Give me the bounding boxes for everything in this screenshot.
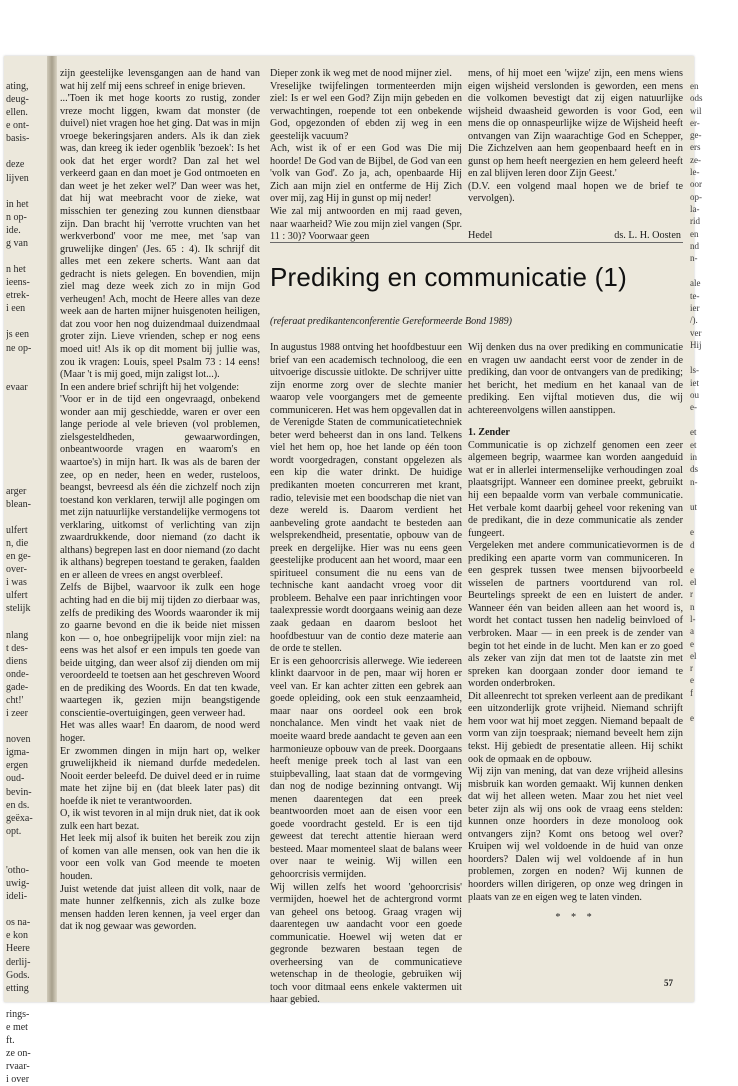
margin-fragment: in het (6, 198, 29, 210)
paragraph: O, ik wist tevoren in al mijn druk niet, dat ik ook zulk een hart bezat. (60, 808, 260, 832)
margin-fragment (6, 472, 46, 485)
margin-fragment: onde- (6, 668, 29, 680)
margin-fragment: rvaar- (6, 1061, 30, 1073)
author-signoff (468, 230, 681, 241)
margin-fragment: ne op- (6, 342, 32, 354)
margin-fragment: d (690, 539, 695, 550)
margin-fragment: ellen. (6, 107, 28, 119)
margin-fragment: geëxa- (6, 812, 33, 824)
margin-fragment: diens (6, 655, 28, 667)
margin-fragment: n het (6, 264, 26, 276)
margin-fragment: Hij (690, 339, 702, 350)
margin-fragment: i over (6, 1074, 30, 1086)
margin-fragment: over- (6, 564, 27, 576)
right-page-margin-fragments (690, 80, 712, 724)
section-heading: 1. Zender (468, 427, 510, 439)
margin-fragment (690, 264, 712, 277)
margin-fragment: 'otho- (6, 864, 29, 876)
margin-fragment: js een (6, 329, 30, 341)
margin-fragment: ver (690, 327, 702, 338)
margin-fragment: i een (6, 303, 26, 315)
margin-fragment: e (690, 527, 694, 538)
paragraph: Communicatie is op zichzelf genomen een zeer algemeen begrip, waarmee kan worden aangeduid wat er in allerlei intermenselijke verhoudingen zoal plaatsgrijpt. Wanneer een dominee preekt, gebruikt hij een bepaalde vorm van verbale communicatie. Het verbale komt daarbij geheel voor rekening van de predikant, die in deze communicatie als zender fungeert. (468, 439, 683, 539)
margin-fragment: gade- (6, 681, 29, 693)
margin-fragment: ideli- (6, 891, 28, 903)
column-d (270, 342, 462, 1007)
margin-fragment: uwig- (6, 878, 30, 890)
margin-fragment: en ds. (6, 799, 30, 811)
margin-fragment: la- (690, 203, 700, 214)
margin-fragment: deze (6, 159, 25, 171)
margin-fragment (6, 903, 46, 916)
margin-fragment (6, 315, 46, 328)
paragraph: Het leek mij alsof ik buiten het bereik zou zijn of komen van alle mensen, ook van hen die ik voor een volk van God meende te moeten houden. (60, 833, 260, 882)
margin-fragment: ergen (6, 760, 29, 772)
margin-fragment: ou (690, 389, 699, 400)
margin-fragment (6, 616, 46, 629)
margin-fragment: nd (690, 240, 699, 251)
margin-fragment (690, 413, 712, 426)
signoff-author: ds. L. H. Oosten (614, 230, 681, 241)
margin-fragment: e kon (6, 930, 28, 942)
margin-fragment: e- (690, 402, 697, 413)
margin-fragment: ide. (6, 224, 21, 236)
margin-fragment (690, 551, 712, 564)
margin-fragment (6, 250, 46, 263)
margin-fragment: bevin- (6, 786, 32, 798)
page-number: 57 (664, 978, 673, 988)
margin-fragment: rings- (6, 1008, 30, 1020)
margin-fragment: ating, (6, 81, 29, 92)
paragraph: Wij willen zelfs het woord 'gehoorcrisis' vermijden, hoewel het de achtergrond vormt van geheel ons betoog. Graag vragen wij daarentegen uw aandacht voor een goede communicatie. Hoewel wij weten dat er gegronde bezwaren bestaan tegen de overheersing van de communicatieve wetenschap in de theologie, gebruiken wij toch voor ditmaal eens enkele vaktermen uit haar gebied. (270, 881, 462, 1006)
margin-fragment: et (690, 427, 697, 438)
margin-fragment (6, 185, 46, 198)
margin-fragment (6, 145, 46, 158)
margin-fragment: evaar (6, 381, 28, 393)
margin-fragment: e (690, 675, 694, 686)
margin-fragment: en (690, 81, 699, 91)
margin-fragment: Gods. (6, 969, 30, 981)
paragraph: Wie zal mij antwoorden en mij raad geven, naar waarheid? Wie zou mijn ziel vangen (Spr. 11 : 30)? Voorwaar geen (270, 206, 462, 243)
margin-fragment: te- (690, 290, 700, 301)
margin-fragment: op- (690, 191, 702, 202)
paragraph: zijn geestelijke levensgangen aan de hand van wat hij zelf mij eens schreef in enige brieven. (60, 68, 260, 92)
margin-fragment: i was (6, 577, 27, 589)
margin-fragment: Heere (6, 943, 30, 955)
margin-fragment: r (690, 589, 693, 600)
paragraph: ...'Toen ik met hoge koorts zo rustig, zonder vreze mocht liggen, kwam dat monster (de duivel) niet vragen hoe het ging. Dat was in mijn vroege bekeringsjaren anders. Als ik dan ziek was, dan kreeg ik ieder ogenblik 'bezoek': Is het ook dat het erger wordt? Dan zal het wel verkeerd gaan en dan moet je God ontmoeten en dan weet je het zeker wel?' Dan weer was het, dat hij wat meebracht voor de zieke, wat misschien ter genezing zou kunnen dienstbaar zijn. Dan bracht hij 'verrotte vruchten van het werkverbond' voor me mee, met 'sap van gruwelijke dingen' (Jes. 65 : 4). Ik schrijf dit alles met een zekere scherts. Want aan dat gedracht is niets gelegen. En bovendien, mijn ziel mag deze week zich zo in mijn God verheugen! Ach, mocht de Heere alles van deze week aan de harten mijner huisgenoten heiligen, dat zou voor hen nog duizendmaal duizendmaal groter zijn. Lieve vrienden, schep er nog eens moed uit! Als ik op dit moment bij jullie was, zou ik vragen: Louis, speel Psalm 73 : 14 eens! (Maar 't is mij goed, mijn zaligst lot...). (60, 93, 260, 381)
left-page-margin-fragments (6, 80, 46, 1086)
margin-fragment: ge- (690, 130, 702, 141)
margin-fragment: ers (690, 142, 701, 153)
margin-fragment: ieens- (6, 277, 30, 289)
margin-fragment: ale (690, 278, 701, 289)
margin-fragment: derlij- (6, 956, 31, 968)
margin-fragment: n- (690, 476, 698, 487)
paragraph: Er is een gehoorcrisis allerwege. Wie iedereen klinkt daarvoor in de pen, maar wij horen er veel van. Er kan achter zitten een gebrek aan goede opleiding, ook een stuk eenzaamheid, maar naar ons oordeel ook een brok nonchalance. Men vindt het vaak niet de moeite waard brede aandacht te geven aan een harmonieuze opbouw van de preek. Doorgaans heeft menige preek toch al last van een stuipbevalling, laat staan dat de vormgeving dan nog de nodige bezinning ontvangt. Wij menen daarentegen dat een preek beantwoorden moet aan de eisen voor een goede voordracht gesteld. Er is een tijd geweest dat terecht attentie hieraan werd besteed. Maar momenteel slaat de balans weer over naar te weinig. Wij willen een gehoorcrisis vermijden. (270, 655, 462, 880)
margin-fragment: n, die (6, 537, 29, 549)
margin-fragment: rid (690, 216, 700, 227)
margin-fragment: ier (690, 303, 700, 314)
margin-fragment: a (690, 626, 694, 637)
paragraph: Er zwommen dingen in mijn hart op, welker gruwelijkheid ik niemand durfde mededelen. Nooit eerder beleefd. De duivel deed er in ruime mate het zijne bij en (dat bleek later pas) dit hoefde ik niet te verantwoorden. (60, 745, 260, 807)
margin-fragment (6, 851, 46, 864)
margin-fragment (690, 351, 712, 364)
margin-fragment (690, 699, 712, 712)
margin-fragment: etting (6, 982, 29, 994)
section-separator: * * * (555, 912, 596, 924)
margin-fragment: in (690, 452, 698, 463)
margin-fragment (6, 995, 46, 1008)
margin-fragment: igma- (6, 747, 30, 759)
paragraph: In een andere brief schrijft hij het volgende: (60, 381, 240, 393)
margin-fragment: l- (690, 613, 696, 624)
margin-fragment: ft. (6, 1034, 15, 1046)
margin-fragment: g van (6, 237, 28, 249)
column-e (468, 342, 683, 925)
margin-fragment: et (690, 439, 697, 450)
margin-fragment: oud- (6, 773, 25, 785)
margin-fragment (6, 433, 46, 446)
page-gutter (47, 56, 57, 1002)
margin-fragment: ze on- (6, 1048, 31, 1060)
margin-fragment: deug- (6, 94, 29, 106)
column-c (468, 68, 683, 206)
paragraph: Dit alleenrecht tot spreken verleent aan de predikant een uitzonderlijk grote vrijheid. Niemand schrijft hem voor wat hij moet zeggen. Niemand bepaalt de vorm van zijn toespraak; niemand beveelt hem zijn tekst. Hij gebiedt de presentatie alleen. Hij schikt ook de opmaak en de opbouw. (468, 690, 683, 765)
margin-fragment: n- (690, 253, 698, 264)
margin-fragment: n (690, 601, 695, 612)
margin-fragment: el (690, 577, 697, 588)
margin-fragment: noven (6, 734, 31, 746)
article-subtitle: (referaat predikantenconferentie Gereformeerde Bond 1989) (270, 316, 512, 327)
paragraph: Dieper zonk ik weg met de nood mijner ziel. (270, 68, 452, 79)
margin-fragment: ze- (690, 154, 701, 165)
margin-fragment: ulfert (6, 524, 28, 536)
margin-fragment: oor (690, 179, 702, 190)
paragraph: Juist wetende dat juist alleen dit volk, naar de mate hunner zelfkennis, zich als zulke boze mensen hadden leren kennen, ja veel erger dan dat ik nog gewaar was geworden. (60, 883, 260, 933)
margin-fragment: e (690, 713, 694, 724)
margin-fragment: ls- (690, 365, 699, 376)
margin-fragment: ut (690, 501, 698, 512)
margin-fragment: nlang (6, 629, 29, 641)
article-title: Prediking en communicatie (1) (270, 262, 627, 292)
margin-fragment (6, 720, 46, 733)
margin-fragment: wil (690, 105, 702, 116)
margin-fragment: e (690, 564, 694, 575)
margin-fragment: stelijk (6, 603, 31, 615)
margin-fragment: ds (690, 464, 699, 475)
paragraph: Wij denken dus na over prediking en communicatie en vragen uw aandacht eerst voor de zender in de prediking, dan voor de ontvangers van de prediking; het bericht, het medium en het kanaal van de prediking. Een vijftal motieven dus, die wij achtereenvolgens willen aanstippen. (468, 342, 683, 416)
paragraph: Vreselijke twijfelingen tormenteerden mijn ziel: Is er wel een God? Zijn mijn gebeden en verwachtingen, roepende tot een onbekende God, opgezonden of ebden zij weg in een geestelijk vacuum? (270, 80, 462, 142)
paragraph: Zelfs de Bijbel, waarvoor ik zulk een hoge achting had en die bij mij tijden zo dierbaar was, zelfs de prediking des Woords waaronder ik mij zo gaarne bevond en die ik beide niet missen kon — o, hoe onbegrijpelijk voor mijn ziel: na eens was het alsof er een impuls ten goede van beide uitging, dan weer alsof zij dienden om mij veroordeeld te toetsen aan het geschreven Woord en de prediking des Woords. En dat ten kwade, waartegen ik, gezien mijn beangstigende conscientie-overtuigingen, geen verweer had. (60, 582, 260, 719)
margin-fragment (6, 446, 46, 459)
margin-fragment: f (690, 687, 693, 698)
margin-fragment (6, 394, 46, 407)
margin-fragment: el (690, 650, 697, 661)
margin-fragment: en ge- (6, 551, 31, 563)
margin-fragment (6, 407, 46, 420)
margin-fragment (6, 838, 46, 851)
margin-fragment (690, 513, 712, 526)
margin-fragment: le- (690, 167, 700, 178)
paragraph: Wij zijn van mening, dat van deze vrijheid allesins misbruik kan worden gemaakt. Wij kunnen denken dat wij het alleen weten. Maar zou het niet veel beter zijn als wij ons ook de vraag eens stelden: kunnen onze hoorders in deze monoloog ook ontvangers zijn? Komt ons betoog wel over? Kruipen wij wel voldoende in de huid van onze hoorders? Dalen wij wel voldoende af in hun problemen, zorgen en noden? Wij kunnen de hoorders willen dirigeren, op onze weg dringen in plaats van ze en eigen weg te laten vinden. (468, 766, 683, 903)
margin-fragment: e met (6, 1021, 28, 1033)
column-b (270, 68, 462, 244)
margin-fragment (690, 488, 712, 501)
margin-fragment: ods (690, 93, 703, 104)
margin-fragment: arger (6, 485, 27, 497)
margin-fragment: i zeer (6, 708, 28, 720)
paragraph: (D.V. een volgend maal hopen we de brief te vervolgen). (468, 180, 683, 205)
margin-fragment (6, 355, 46, 368)
margin-fragment: t des- (6, 642, 28, 654)
margin-fragment: opt. (6, 825, 22, 837)
margin-fragment: etrek- (6, 290, 30, 302)
margin-fragment: en (690, 228, 699, 239)
margin-fragment: /). (690, 315, 698, 326)
section-divider (270, 242, 683, 243)
paragraph: In augustus 1988 ontving het hoofdbestuur een brief van een academisch technoloog, die een uitvoerige discussie uitlokte. De schrijver uitte zijn enorme zorg over de slechte manier waarop vele voorgangers met de gemeente communiceren. Het was hem opgevallen dat in de Verenigde Staten de communicatietechniek beter werd beheerst dan in ons land. Telkens viel het hem op, hoe het lande op één toon wordt voorgedragen, constant opgelezen als een kip die water drinkt. De huidige predikanten moeten concurreren met krant, radio, televisie met een boodschap die niet van deze wereld is. Daarom verdient het aanbeveling grote aandacht te besteden aan welsprekendheid, presentatie, opbouw van de preek en dergelijke. Hier was nu eens geen geestelijke producent aan het woord, maar een spiritueel consument die nu eens van de technische kant aandacht vroeg voor dit probleem. Behalve een paar inrichtingen voor taalexpressie wordt doorgaans weinig aan deze zaak gedaan en daarom besloot het hoofdbestuur van de contio deze materie aan de orde te stellen. (270, 342, 462, 655)
margin-fragment (6, 420, 46, 433)
paragraph: Het was alles waar! En daarom, de nood werd hoger. (60, 720, 260, 744)
margin-fragment: lijven (6, 172, 29, 184)
margin-fragment: e (690, 638, 694, 649)
margin-fragment: cht!' (6, 695, 24, 706)
paragraph: 'Voor er in de tijd een ongevraagd, onbekend wonder aan mij geschiedde, waren er over een lange periode al vele brieven (vol problemen, zielsgesteldheden, gewaarwordingen, onbeantwoorde vragen en waarom's en waartoe's) in mijn hart. Ik was als de baren der zee, op en neder, heen en weder, rusteloos, beangst, bevreesd als één die zichzelf noch zijn toestand kon verklaren, terwijl alle pogingen om met zijn natuurlijke verstandelijke vermogens tot verklaring, uitkomst of verlichting van zijn zwaardrukkende, door niemand (zo dacht ik althans) begrepen last en door niemand (zo dacht ik althans) begrepen toestand te geraken, faalden en er alleen de vrees en angst overbleef. (60, 394, 261, 581)
margin-fragment: er- (690, 117, 700, 128)
paragraph: Ach, wist ik of er een God was Die mij hoorde! De God van de Bijbel, de God van een 'volk van God'. Zo ja, ach, openbaarde Hij Zich aan mijn ziel en ontferme de Hij Zich over mij, zag Hij in gunst op mij neder! (270, 143, 462, 205)
margin-fragment: basis- (6, 133, 30, 145)
margin-fragment: iet (690, 377, 699, 388)
margin-fragment: r (690, 663, 693, 674)
margin-fragment: ulfert (6, 590, 28, 602)
signoff-place: Hedel (468, 230, 493, 241)
paragraph: Vergeleken met andere communicatievormen is de prediking een aparte vorm van communiceren. In een gesprek tussen twee mensen bijvoorbeeld wisselen de partners voortdurend van rol. Beurtelings spreekt de een en luistert de ander. Wanneer één van beiden alleen aan het woord is, wordt het contact tussen hen nadelig beinvloed of verbroken. Maar — in een preek is de zender van begin tot het einde in de lucht. Men kan er zo goed als zeker van zijn dat men tot de laatste zin met spreken kan doorgaan zonder door iemand te worden onderbroken. (468, 540, 683, 690)
column-a (60, 68, 260, 934)
margin-fragment (6, 459, 46, 472)
margin-fragment (6, 511, 46, 524)
margin-fragment: os na- (6, 917, 31, 929)
paragraph: mens, of hij moet een 'wijze' zijn, een mens wiens eigen wijsheid verslonden is geworden, een mens die volkomen bevestigt dat zij eigen natuurlijke wijsheid dwaasheid geworden is voor God, een mens die op onnaspeurlijke wijze de Wijsheid heeft ontvangen van Zijn waarachtige God en Schepper, Die Zichzelven aan hem geopenbaard heeft en in gunst op hem heeft neergezien en hem geleerd heeft en zal blijven leren door Zijn Geest.' (468, 68, 683, 180)
margin-fragment (6, 368, 46, 381)
margin-fragment: blean- (6, 498, 31, 510)
margin-fragment: n op- (6, 211, 27, 223)
margin-fragment: e ont- (6, 120, 30, 132)
